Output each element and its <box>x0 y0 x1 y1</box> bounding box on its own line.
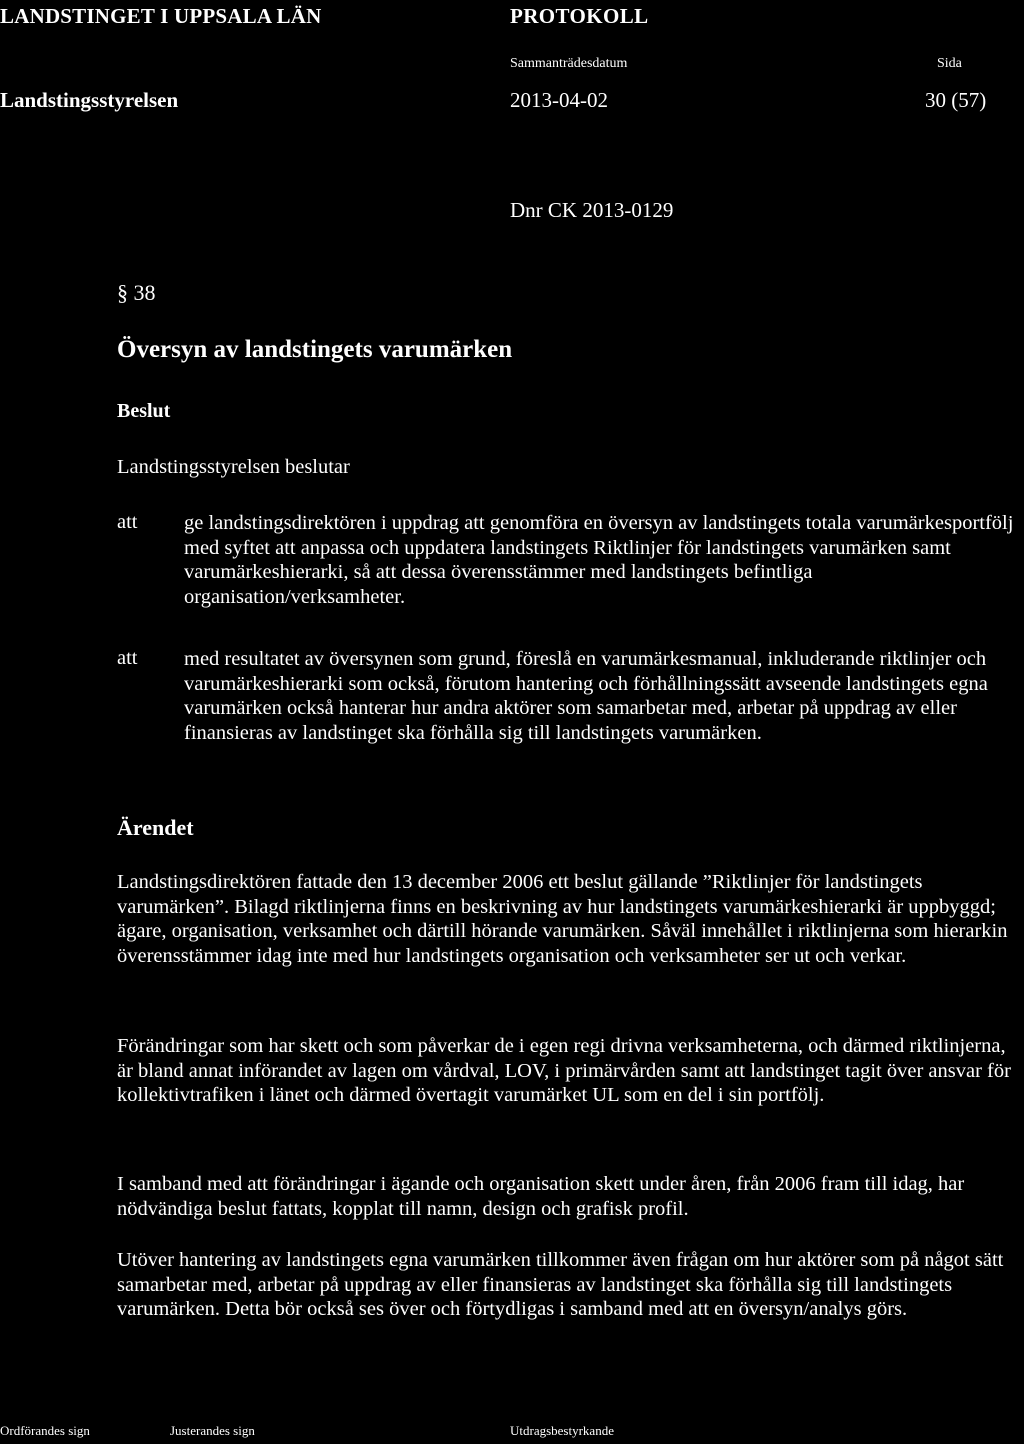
certified-extract-label: Utdragsbestyrkande <box>510 1423 614 1438</box>
matter-paragraph: Utöver hantering av landstingets egna varumärken tillkommer även frågan om hur aktörer som på något sätt samarbetar med, arbetar på uppdrag av eller finansieras av landstinget ska förhålla sig till landstingets varumärken. Detta bör också ses över och förtydligas i samband med att en översyn/analys görs. <box>117 1249 1004 1320</box>
decision-heading: Beslut <box>117 400 171 422</box>
diary-number: Dnr CK 2013-0129 <box>510 198 674 222</box>
decision-item-text: med resultatet av översynen som grund, föreslå en varumärkesmanual, inkluderande riktlinjer och varumärkeshierarki som också, förutom hantering och förhållningssätt avseende landstingets egna varumärken också hanterar hur andra aktörer som samarbetar med, arbetar på uppdrag av eller finansieras av landstinget ska förhålla sig till landstingets varumärken. <box>184 648 988 744</box>
decision-item-label: att <box>117 647 138 669</box>
page-title: Översyn av landstingets varumärken <box>117 336 513 363</box>
matter-paragraph: Landstingsdirektören fattade den 13 december 2006 ett beslut gällande ”Riktlinjer för landstingets varumärken”. Bilagd riktlinjerna finns en beskrivning av hur landstingets varumärkeshierarki är uppbyggd; ägare, organisation, verksamhet och därtill hörande varumärken. Såväl innehållet i riktlinjerna som hierarkin överensstämmer idag inte med hur landstingets organisation och verksamheter ser ut och verkar. <box>117 871 1008 967</box>
matter-paragraph: I samband med att förändringar i ägande och organisation skett under åren, från 2006 fram till idag, har nödvändiga beslut fattats, kopplat till namn, design och grafisk profil. <box>117 1173 965 1220</box>
decision-lead: Landstingsstyrelsen beslutar <box>117 456 350 478</box>
decision-item-label: att <box>117 511 138 533</box>
body-name: Landstingsstyrelsen <box>0 88 179 112</box>
decision-item-text: ge landstingsdirektören i uppdrag att genomföra en översyn av landstingets totala varumärkesportfölj med syftet att anpassa och uppdatera landstingets Riktlinjer för landstingets varumärken samt varumärkeshierarki, så att dessa överensstämmer med landstingets befintliga organisation/verksamheter. <box>184 512 1014 608</box>
section-number: § 38 <box>117 280 156 305</box>
meeting-date: 2013-04-02 <box>510 88 608 112</box>
adjuster-signature-label: Justerandes sign <box>170 1423 255 1438</box>
chair-signature-label: Ordförandes sign <box>0 1423 90 1438</box>
matter-paragraph: Förändringar som har skett och som påverkar de i egen regi drivna verksamheterna, och därmed riktlinjerna, är bland annat införandet av lagen om vårdval, LOV, i primärvården samt att landstinget tagit över ansvar för kollektivtrafiken i länet och därmed övertagit varumärket UL som en del i sin portfölj. <box>117 1035 1011 1106</box>
page-number: 30 (57) <box>925 88 987 112</box>
document-type: PROTOKOLL <box>510 4 649 28</box>
page-label: Sida <box>937 56 962 71</box>
matter-heading: Ärendet <box>117 815 194 840</box>
date-label: Sammanträdesdatum <box>510 56 628 71</box>
organization-name: LANDSTINGET I UPPSALA LÄN <box>0 4 322 28</box>
